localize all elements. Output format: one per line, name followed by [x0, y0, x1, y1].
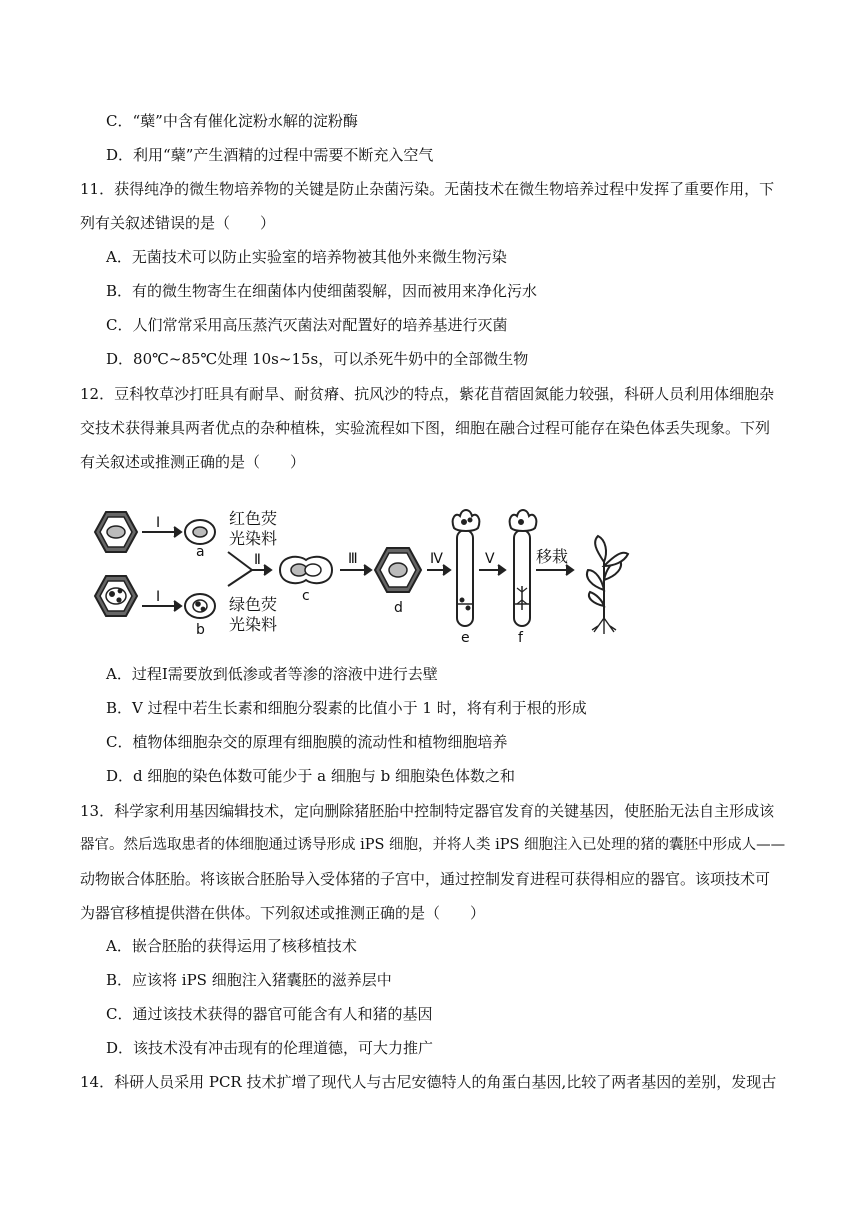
q13-option-b: B．应该将 iPS 细胞注入猪囊胚的滋养层中: [106, 971, 392, 989]
cell-d-label: d: [394, 600, 403, 616]
q11-option-a: A．无菌技术可以防止实验室的培养物被其他外来微生物污染: [106, 248, 507, 266]
q13-option-c: C．通过该技术获得的器官可能含有人和猪的基因: [106, 1005, 433, 1023]
step-5-label: Ⅴ: [485, 551, 495, 567]
q11-option-d: D．80℃~85℃处理 10s~15s，可以杀死牛奶中的全部微生物: [106, 350, 529, 368]
q13-stem-line1: 13．科学家利用基因编辑技术，定向删除猪胚胎中控制特定器官发育的关键基因，使胚胎无法自主形成该: [80, 802, 775, 820]
cell-b-label: b: [196, 622, 205, 638]
q13-stem-line4: 为器官移植提供潜在供体。下列叙述或推测正确的是（ ）: [80, 904, 486, 922]
q10-option-d: D．利用“蘖”产生酒精的过程中需要不断充入空气: [106, 146, 434, 164]
q11-option-c: C．人们常常采用高压蒸汽灭菌法对配置好的培养基进行灭菌: [106, 316, 508, 334]
red-dye-label-2: 光染料: [229, 529, 278, 548]
step-1-lower-label: Ⅰ: [156, 589, 161, 605]
cell-fusion-diagram: [84, 500, 644, 646]
q12-option-d: D．d 细胞的染色体数可能少于 a 细胞与 b 细胞染色体数之和: [106, 767, 516, 785]
q12-stem-line1: 12．豆科牧草沙打旺具有耐旱、耐贫瘠、抗风沙的特点，紫花苜蓿固氮能力较强，科研人员利用体细胞杂: [80, 385, 775, 403]
tube-f-label: f: [518, 630, 523, 646]
q12-stem-line2: 交技术获得兼具两者优点的杂种植株，实验流程如下图，细胞在融合过程可能存在染色体丢失现象。下列: [80, 419, 771, 437]
q12-stem-line3: 有关叙述或推测正确的是（ ）: [80, 453, 306, 471]
transplant-label: 移栽: [536, 547, 569, 566]
step-4-label: Ⅳ: [430, 551, 443, 567]
green-dye-label-2: 光染料: [229, 615, 278, 634]
step-3-label: Ⅲ: [348, 551, 358, 567]
red-dye-label-1: 红色荧: [229, 509, 278, 528]
tube-f: [514, 530, 530, 626]
cell-c-label: c: [302, 588, 310, 604]
q14-stem-line1: 14．科研人员采用 PCR 技术扩增了现代人与古尼安德特人的角蛋白基因,比较了两者基因的差别，发现古: [80, 1073, 777, 1091]
q12-option-a: A．过程Ⅰ需要放到低渗或者等渗的溶液中进行去壁: [106, 665, 438, 683]
q13-stem-line2: 器官。然后选取患者的体细胞通过诱导形成 iPS 细胞，并将人类 iPS 细胞注入已处理的猪的囊胚中形成人——: [80, 837, 786, 853]
step-1-label: Ⅰ: [156, 515, 161, 531]
cell-a-label: a: [196, 544, 205, 560]
q13-option-d: D．该技术没有冲击现有的伦理道德，可大力推广: [106, 1039, 434, 1057]
q11-option-b: B．有的微生物寄生在细菌体内使细菌裂解，因而被用来净化污水: [106, 282, 538, 300]
q12-option-b: B．V 过程中若生长素和细胞分裂素的比值小于 1 时，将有利于根的形成: [106, 699, 587, 717]
green-dye-label-1: 绿色荧: [229, 595, 278, 614]
q11-stem-line1: 11．获得纯净的微生物培养物的关键是防止杂菌污染。无菌技术在微生物培养过程中发挥了重要作用，下: [80, 180, 775, 198]
q13-option-a: A．嵌合胚胎的获得运用了核移植技术: [106, 937, 357, 955]
q11-stem-line2: 列有关叙述错误的是（ ）: [80, 214, 276, 232]
tube-e: [457, 530, 473, 626]
q13-stem-line3: 动物嵌合体胚胎。将该嵌合胚胎导入受体猪的子宫中，通过控制发育进程可获得相应的器官。该项技术可: [80, 870, 771, 888]
tube-e-label: e: [461, 630, 470, 646]
plant-icon: [587, 536, 628, 634]
q12-option-c: C．植物体细胞杂交的原理有细胞膜的流动性和植物细胞培养: [106, 733, 508, 751]
step-2-label: Ⅱ: [254, 552, 261, 568]
q10-option-c: C．“蘖”中含有催化淀粉水解的淀粉酶: [106, 112, 358, 130]
